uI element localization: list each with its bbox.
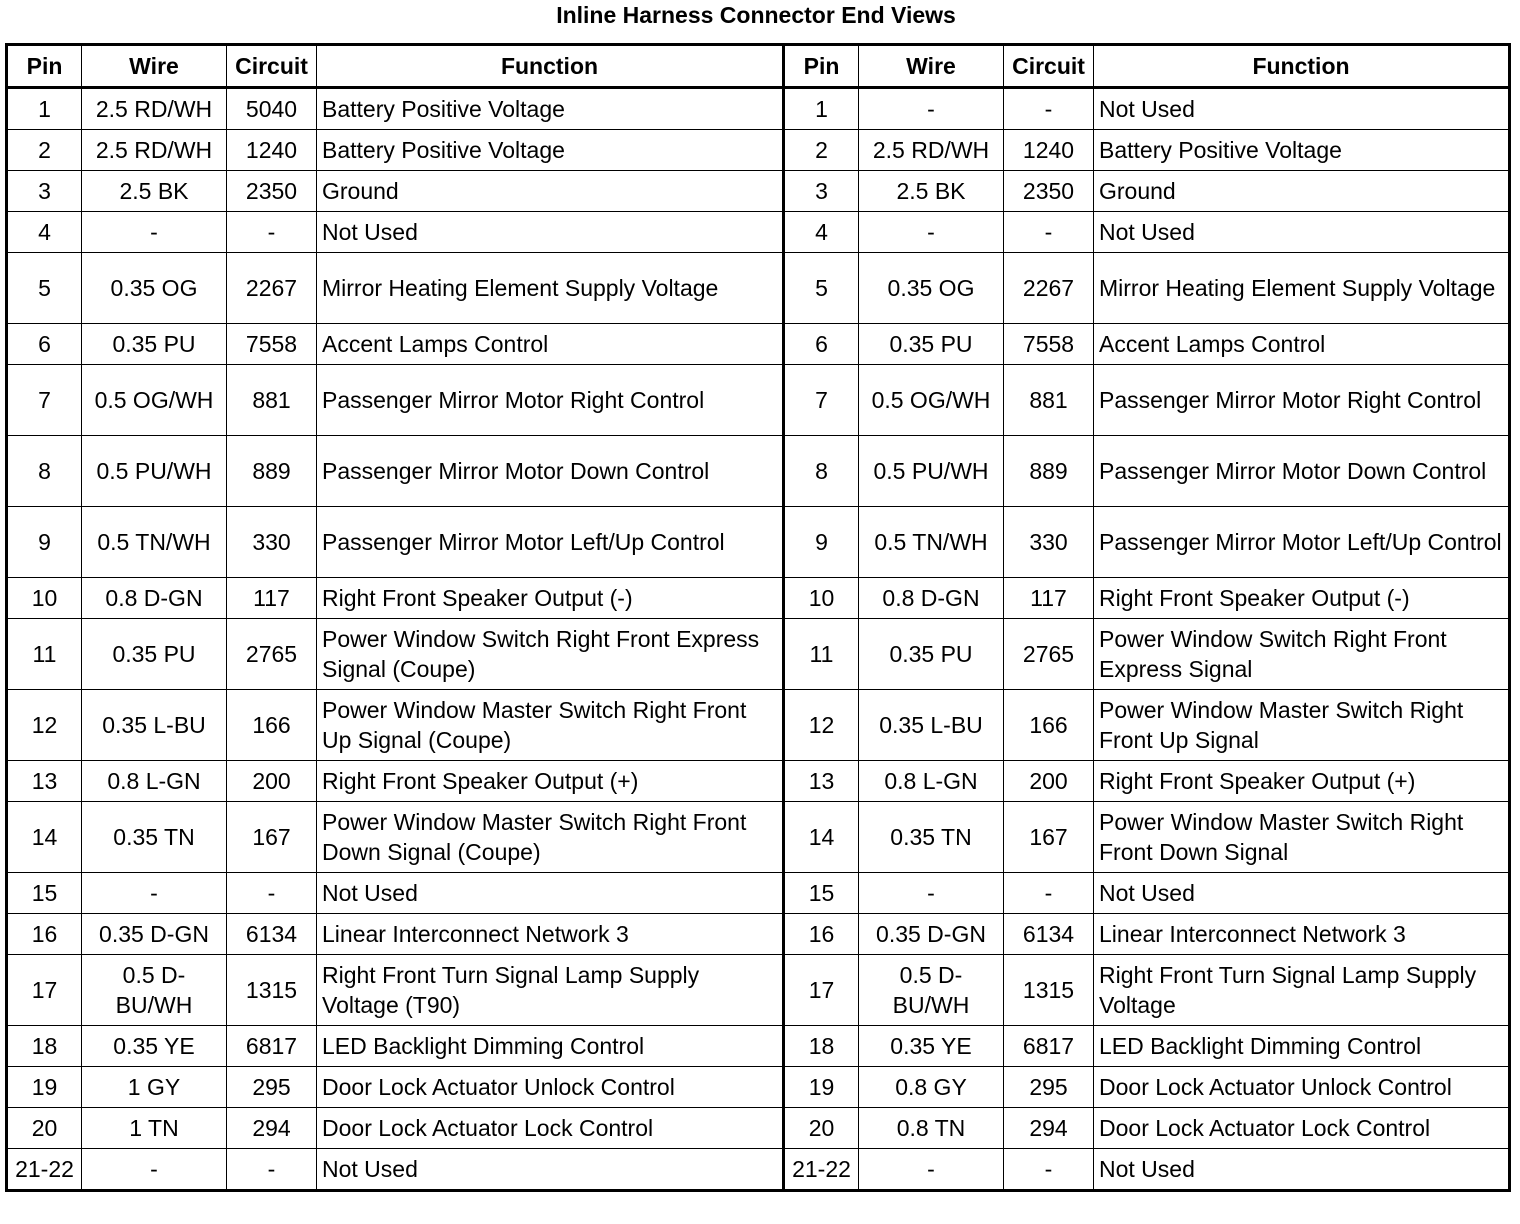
function-cell: Power Window Switch Right Front Express Signal [1094, 619, 1510, 690]
circuit-cell: 7558 [227, 324, 317, 365]
function-cell: Linear Interconnect Network 3 [317, 914, 784, 955]
wire-cell: 0.35 YE [859, 1026, 1004, 1067]
circuit-cell: 2765 [227, 619, 317, 690]
function-cell: Linear Interconnect Network 3 [1094, 914, 1510, 955]
table-row [7, 873, 1510, 914]
wire-cell: 0.8 GY [859, 1067, 1004, 1108]
circuit-cell: - [227, 212, 317, 253]
circuit-cell: 2350 [1004, 171, 1094, 212]
pin-cell: 1 [784, 88, 859, 130]
function-cell: Not Used [1094, 88, 1510, 130]
pin-cell: 14 [784, 802, 859, 873]
function-cell: Not Used [1094, 873, 1510, 914]
circuit-cell: 2765 [1004, 619, 1094, 690]
circuit-cell: 1315 [1004, 955, 1094, 1026]
wire-cell: 0.35 L-BU [859, 690, 1004, 761]
wire-cell: 0.35 OG [859, 253, 1004, 324]
table-row [7, 1149, 1510, 1191]
wire-cell: 1 TN [82, 1108, 227, 1149]
pin-cell: 18 [7, 1026, 82, 1067]
function-cell: Passenger Mirror Motor Right Control [1094, 365, 1510, 436]
circuit-cell: 330 [227, 507, 317, 578]
circuit-cell: 117 [1004, 578, 1094, 619]
circuit-cell: 2267 [227, 253, 317, 324]
function-cell: Door Lock Actuator Lock Control [317, 1108, 784, 1149]
function-cell: Right Front Speaker Output (+) [317, 761, 784, 802]
circuit-cell: - [1004, 873, 1094, 914]
wire-cell: 0.5 OG/WH [859, 365, 1004, 436]
wire-cell: 0.5 PU/WH [82, 436, 227, 507]
pin-cell: 11 [784, 619, 859, 690]
table-row [7, 253, 1510, 324]
circuit-cell: - [227, 873, 317, 914]
function-cell: Not Used [317, 873, 784, 914]
circuit-cell: 294 [227, 1108, 317, 1149]
pin-cell: 7 [7, 365, 82, 436]
header-pin: Pin [7, 45, 82, 88]
function-cell: Power Window Switch Right Front Express Signal (Coupe) [317, 619, 784, 690]
page-title: Inline Harness Connector End Views [556, 2, 956, 28]
circuit-cell: 200 [227, 761, 317, 802]
table-row [7, 130, 1510, 171]
circuit-cell: 1240 [1004, 130, 1094, 171]
pin-cell: 16 [784, 914, 859, 955]
pin-cell: 18 [784, 1026, 859, 1067]
wire-cell: 0.5 TN/WH [82, 507, 227, 578]
wire-cell: 0.5 PU/WH [859, 436, 1004, 507]
circuit-cell: 6134 [227, 914, 317, 955]
circuit-cell: - [227, 1149, 317, 1191]
wire-cell: 1 GY [82, 1067, 227, 1108]
pin-cell: 3 [7, 171, 82, 212]
wire-cell: 0.5 D-BU/WH [82, 955, 227, 1026]
function-cell: Accent Lamps Control [317, 324, 784, 365]
circuit-cell: 1240 [227, 130, 317, 171]
circuit-cell: - [1004, 212, 1094, 253]
function-cell: Not Used [1094, 212, 1510, 253]
wire-cell: 0.5 OG/WH [82, 365, 227, 436]
pin-cell: 12 [7, 690, 82, 761]
wire-cell: - [859, 212, 1004, 253]
header-function: Function [317, 45, 784, 88]
circuit-cell: 889 [1004, 436, 1094, 507]
header-circuit: Circuit [1004, 45, 1094, 88]
pin-cell: 13 [7, 761, 82, 802]
pin-cell: 15 [784, 873, 859, 914]
pin-cell: 10 [7, 578, 82, 619]
header-function: Function [1094, 45, 1510, 88]
function-cell: Passenger Mirror Motor Down Control [1094, 436, 1510, 507]
wire-cell: 2.5 RD/WH [82, 130, 227, 171]
circuit-cell: 6134 [1004, 914, 1094, 955]
table-row [7, 690, 1510, 761]
function-cell: Right Front Turn Signal Lamp Supply Voltage (T90) [317, 955, 784, 1026]
header-row [7, 45, 1510, 88]
header-circuit: Circuit [227, 45, 317, 88]
table-row [7, 507, 1510, 578]
wire-cell: - [859, 88, 1004, 130]
table-row [7, 171, 1510, 212]
table-row [7, 436, 1510, 507]
function-cell: Power Window Master Switch Right Front Down Signal [1094, 802, 1510, 873]
table-row [7, 955, 1510, 1026]
circuit-cell: 2267 [1004, 253, 1094, 324]
wire-cell: 0.8 L-GN [859, 761, 1004, 802]
wire-cell: - [82, 873, 227, 914]
function-cell: Power Window Master Switch Right Front Up Signal (Coupe) [317, 690, 784, 761]
wire-cell: - [859, 873, 1004, 914]
pin-cell: 16 [7, 914, 82, 955]
circuit-cell: 166 [1004, 690, 1094, 761]
wire-cell: 0.8 L-GN [82, 761, 227, 802]
wire-cell: 0.5 TN/WH [859, 507, 1004, 578]
function-cell: Battery Positive Voltage [317, 130, 784, 171]
table-row [7, 88, 1510, 130]
table-row [7, 212, 1510, 253]
circuit-cell: 2350 [227, 171, 317, 212]
wire-cell: 2.5 RD/WH [82, 88, 227, 130]
table-row [7, 761, 1510, 802]
function-cell: Door Lock Actuator Unlock Control [1094, 1067, 1510, 1108]
circuit-cell: 881 [227, 365, 317, 436]
table-row [7, 1067, 1510, 1108]
table-row [7, 1108, 1510, 1149]
wire-cell: 0.35 D-GN [82, 914, 227, 955]
wire-cell: 0.35 PU [859, 619, 1004, 690]
circuit-cell: 200 [1004, 761, 1094, 802]
circuit-cell: 295 [227, 1067, 317, 1108]
wire-cell: 0.8 D-GN [82, 578, 227, 619]
pinout-table [5, 43, 1511, 1192]
table-row [7, 619, 1510, 690]
function-cell: Not Used [317, 1149, 784, 1191]
pin-cell: 17 [7, 955, 82, 1026]
wire-cell: 2.5 BK [859, 171, 1004, 212]
function-cell: Mirror Heating Element Supply Voltage [317, 253, 784, 324]
circuit-cell: 889 [227, 436, 317, 507]
pin-cell: 8 [784, 436, 859, 507]
table-row [7, 324, 1510, 365]
pin-cell: 4 [784, 212, 859, 253]
wire-cell: 0.5 D-BU/WH [859, 955, 1004, 1026]
pin-cell: 13 [784, 761, 859, 802]
pin-cell: 21-22 [7, 1149, 82, 1191]
pin-cell: 19 [784, 1067, 859, 1108]
table-body [7, 88, 1510, 1191]
circuit-cell: 166 [227, 690, 317, 761]
header-wire: Wire [859, 45, 1004, 88]
wire-cell: 0.35 YE [82, 1026, 227, 1067]
function-cell: Not Used [1094, 1149, 1510, 1191]
wire-cell: 0.35 D-GN [859, 914, 1004, 955]
function-cell: Right Front Speaker Output (+) [1094, 761, 1510, 802]
wire-cell: 0.35 L-BU [82, 690, 227, 761]
circuit-cell: 5040 [227, 88, 317, 130]
function-cell: Not Used [317, 212, 784, 253]
wire-cell: - [82, 1149, 227, 1191]
function-cell: Battery Positive Voltage [317, 88, 784, 130]
function-cell: Door Lock Actuator Unlock Control [317, 1067, 784, 1108]
pin-cell: 11 [7, 619, 82, 690]
table-row [7, 1026, 1510, 1067]
circuit-cell: 295 [1004, 1067, 1094, 1108]
function-cell: Right Front Speaker Output (-) [317, 578, 784, 619]
function-cell: Passenger Mirror Motor Left/Up Control [1094, 507, 1510, 578]
wire-cell: 0.35 PU [859, 324, 1004, 365]
table-row [7, 802, 1510, 873]
function-cell: Right Front Speaker Output (-) [1094, 578, 1510, 619]
circuit-cell: - [1004, 1149, 1094, 1191]
wire-cell: - [82, 212, 227, 253]
function-cell: Mirror Heating Element Supply Voltage [1094, 253, 1510, 324]
header-wire: Wire [82, 45, 227, 88]
table-row [7, 914, 1510, 955]
circuit-cell: 6817 [227, 1026, 317, 1067]
function-cell: Ground [1094, 171, 1510, 212]
pin-cell: 17 [784, 955, 859, 1026]
circuit-cell: 167 [227, 802, 317, 873]
function-cell: Accent Lamps Control [1094, 324, 1510, 365]
wire-cell: 0.35 PU [82, 619, 227, 690]
pin-cell: 19 [7, 1067, 82, 1108]
function-cell: Passenger Mirror Motor Left/Up Control [317, 507, 784, 578]
pin-cell: 9 [7, 507, 82, 578]
circuit-cell: 1315 [227, 955, 317, 1026]
function-cell: Right Front Turn Signal Lamp Supply Voltage [1094, 955, 1510, 1026]
pin-cell: 7 [784, 365, 859, 436]
table-row [7, 578, 1510, 619]
pin-cell: 3 [784, 171, 859, 212]
pin-cell: 5 [7, 253, 82, 324]
pin-cell: 6 [7, 324, 82, 365]
function-cell: LED Backlight Dimming Control [1094, 1026, 1510, 1067]
pin-cell: 2 [7, 130, 82, 171]
circuit-cell: 167 [1004, 802, 1094, 873]
function-cell: Power Window Master Switch Right Front Up Signal [1094, 690, 1510, 761]
function-cell: LED Backlight Dimming Control [317, 1026, 784, 1067]
circuit-cell: 117 [227, 578, 317, 619]
pin-cell: 15 [7, 873, 82, 914]
function-cell: Passenger Mirror Motor Right Control [317, 365, 784, 436]
pin-cell: 14 [7, 802, 82, 873]
pin-cell: 6 [784, 324, 859, 365]
circuit-cell: 330 [1004, 507, 1094, 578]
function-cell: Ground [317, 171, 784, 212]
pin-cell: 12 [784, 690, 859, 761]
pin-cell: 9 [784, 507, 859, 578]
pin-cell: 5 [784, 253, 859, 324]
pin-cell: 20 [7, 1108, 82, 1149]
wire-cell: - [859, 1149, 1004, 1191]
wire-cell: 0.35 TN [859, 802, 1004, 873]
circuit-cell: 6817 [1004, 1026, 1094, 1067]
wire-cell: 0.8 TN [859, 1108, 1004, 1149]
wire-cell: 2.5 RD/WH [859, 130, 1004, 171]
function-cell: Battery Positive Voltage [1094, 130, 1510, 171]
wire-cell: 2.5 BK [82, 171, 227, 212]
circuit-cell: 294 [1004, 1108, 1094, 1149]
circuit-cell: - [1004, 88, 1094, 130]
circuit-cell: 881 [1004, 365, 1094, 436]
wire-cell: 0.8 D-GN [859, 578, 1004, 619]
wire-cell: 0.35 TN [82, 802, 227, 873]
pin-cell: 8 [7, 436, 82, 507]
circuit-cell: 7558 [1004, 324, 1094, 365]
header-pin: Pin [784, 45, 859, 88]
wire-cell: 0.35 PU [82, 324, 227, 365]
table-row [7, 365, 1510, 436]
pin-cell: 20 [784, 1108, 859, 1149]
pin-cell: 2 [784, 130, 859, 171]
pin-cell: 1 [7, 88, 82, 130]
function-cell: Passenger Mirror Motor Down Control [317, 436, 784, 507]
pin-cell: 21-22 [784, 1149, 859, 1191]
function-cell: Door Lock Actuator Lock Control [1094, 1108, 1510, 1149]
function-cell: Power Window Master Switch Right Front Down Signal (Coupe) [317, 802, 784, 873]
wire-cell: 0.35 OG [82, 253, 227, 324]
pin-cell: 4 [7, 212, 82, 253]
pin-cell: 10 [784, 578, 859, 619]
